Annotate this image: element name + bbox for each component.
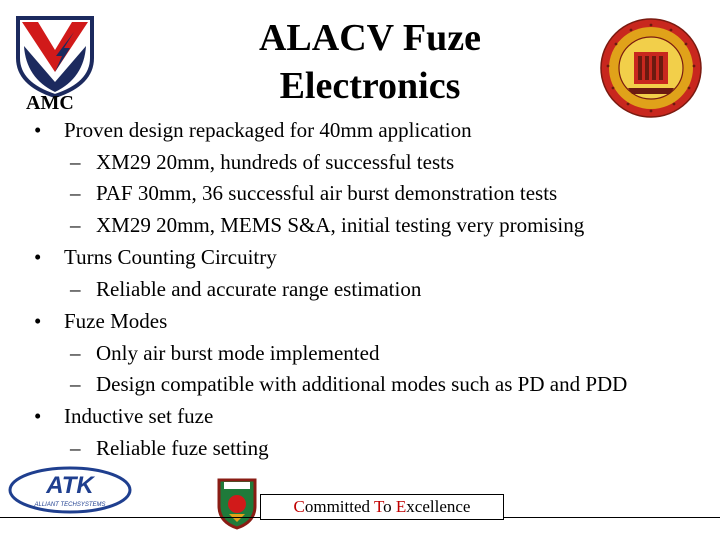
picatinny-seal-icon [216,476,258,530]
bullet-item [34,116,472,144]
sub-bullet-item [70,275,421,303]
sub-bullet-text: PAF 30mm, 36 successful air burst demonstration tests [96,181,558,205]
bullet-text: Fuze Modes [64,309,168,333]
sub-bullet-text: XM29 20mm, MEMS S&A, initial testing very promising [96,213,585,237]
bullet-marker: • [34,309,42,333]
atk-logo-text: ATK [46,472,94,499]
atk-logo-icon [6,463,134,517]
bullet-text: Inductive set fuze [64,404,214,428]
sub-bullet-item [70,148,454,176]
army-seal-icon [598,16,704,120]
sub-bullet-text: Reliable and accurate range estimation [96,277,422,301]
dash-marker: – [70,372,81,396]
motto-banner [260,494,504,520]
dash-marker: – [70,150,81,174]
amc-label: AMC [26,92,74,114]
sub-bullet-item [70,370,627,398]
amc-shield-icon [12,12,98,98]
dash-marker: – [70,341,81,365]
bullet-item [34,307,167,335]
dash-marker: – [70,213,81,237]
sub-bullet-item [70,434,269,462]
atk-sub-text: ALLIANT TECHSYSTEMS [34,502,106,508]
motto-initial-t: T [373,497,384,516]
bullet-marker: • [34,404,42,428]
page-title [220,14,520,110]
bullet-marker: • [34,245,42,269]
dash-marker: – [70,436,81,460]
bullet-marker: • [34,118,42,142]
bullet-text: Turns Counting Circuitry [64,245,277,269]
motto-word-3: xcellence [406,497,471,516]
sub-bullet-item [70,179,557,207]
sub-bullet-item [70,211,584,239]
sub-bullet-item [70,339,379,367]
bullet-item [34,402,213,430]
title-line-1: ALACV Fuze [258,17,481,59]
motto-word-1: ommitted [304,497,374,516]
sub-bullet-text: Only air burst mode implemented [96,341,380,365]
dash-marker: – [70,181,81,205]
dash-marker: – [70,277,81,301]
motto-initial-e: E [395,497,407,516]
sub-bullet-text: Reliable fuze setting [96,436,269,460]
bullet-text: Proven design repackaged for 40mm application [64,118,472,142]
sub-bullet-text: Design compatible with additional modes such as PD and PDD [96,372,628,396]
bullet-item [34,243,277,271]
title-line-2: Electronics [279,65,461,107]
motto-initial-c: C [293,497,305,516]
sub-bullet-text: XM29 20mm, hundreds of successful tests [96,150,455,174]
motto-word-2: o [383,497,396,516]
